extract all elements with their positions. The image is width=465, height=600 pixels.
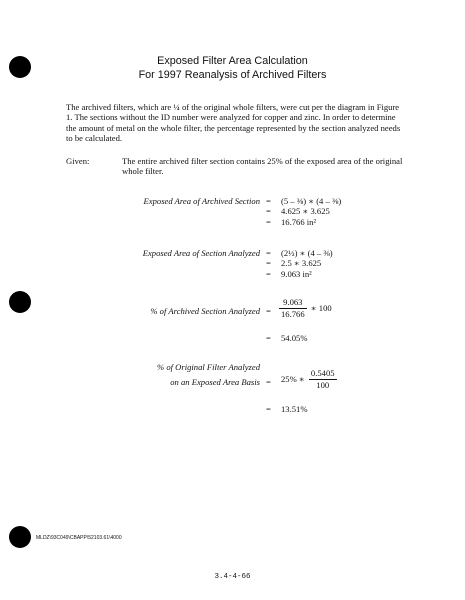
page-title: Exposed Filter Area Calculation (157, 55, 308, 67)
calc2-expr-2: 2.5 ∗ 3.625 (281, 258, 322, 268)
punch-hole-middle (9, 291, 31, 313)
calc1-expr-3: 16.766 in² (281, 217, 317, 227)
calc1-op-1: = (266, 196, 271, 206)
given-text: The entire archived filter section contains 25% of the exposed area of the original whole filter. (122, 156, 403, 177)
punch-hole-bottom (9, 526, 31, 548)
calc3-multiplier: ∗ 100 (310, 302, 332, 313)
calc3-result: 54.05% (281, 333, 308, 343)
calc3-fraction (279, 297, 332, 319)
calc2-op-1: = (266, 248, 271, 258)
page-subtitle: For 1997 Reanalysis of Archived Filters (138, 69, 327, 81)
calc4-op: = (266, 377, 271, 387)
calc1-label: Exposed Area of Archived Section (143, 196, 260, 206)
calc4-result-op: = (266, 404, 271, 414)
calc4-label-line2: on an Exposed Area Basis (170, 377, 260, 387)
calc3-denominator: 16.766 (281, 308, 305, 319)
calc3-numerator: 9.063 (279, 297, 307, 309)
calc4-expression (281, 368, 337, 390)
calc3-op: = (266, 306, 271, 316)
calc1-expr-2: 4.625 ∗ 3.625 (281, 206, 330, 216)
given-label: Given: (66, 156, 90, 166)
calc3-result-op: = (266, 333, 271, 343)
footer-file-code: MLDZ\93C049\CBAPP\52103.61\4000 (36, 535, 122, 541)
calc2-expr-3: 9.063 in² (281, 269, 312, 279)
calc1-op-3: = (266, 217, 271, 227)
calc4-prefix: 25% ∗ (281, 373, 305, 384)
calc2-op-3: = (266, 269, 271, 279)
calc1-expr-1: (5 – ⅜) ∗ (4 – ⅜) (281, 196, 342, 206)
calc1-op-2: = (266, 206, 271, 216)
calc2-label: Exposed Area of Section Analyzed (142, 248, 260, 258)
calc3-label: % of Archived Section Analyzed (150, 306, 260, 316)
calc4-label-line1: % of Original Filter Analyzed (157, 362, 260, 372)
calc4-result: 13.51% (281, 404, 308, 414)
calc4-numerator: 0.5405 (310, 368, 335, 378)
page-number: 3.4-4-66 (214, 573, 251, 581)
calc2-op-2: = (266, 258, 271, 268)
calc4-denominator: 100 (316, 379, 330, 390)
intro-paragraph: The archived filters, which are ¼ of the original whole filters, were cut per the diagram in Figure 1. The sections without the ID number were analyzed for copper and zinc. In order to determine the amount of metal on the whole filter, the percentage represented by the section analyzed needs to be calculated. (66, 102, 401, 144)
calc2-expr-1: (2½) ∗ (4 – ⅜) (281, 248, 333, 258)
